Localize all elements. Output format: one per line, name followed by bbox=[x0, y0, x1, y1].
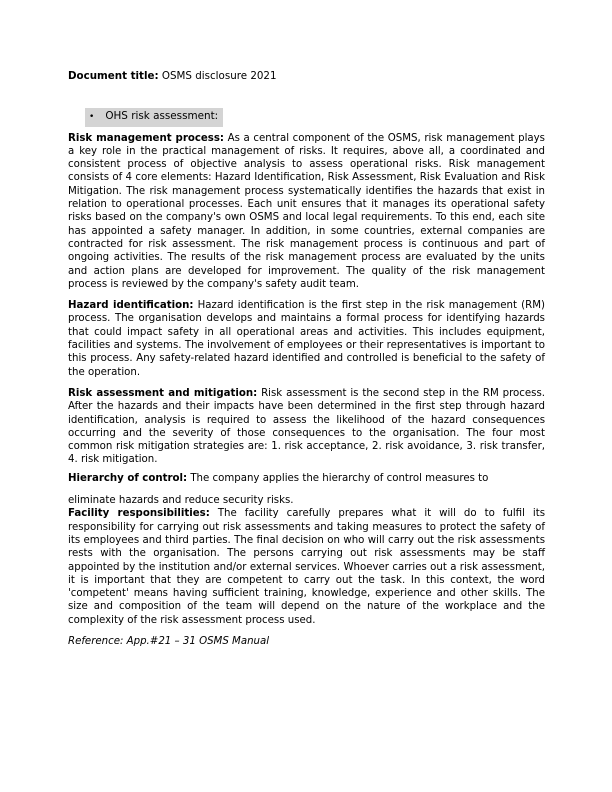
highlighted-text bbox=[85, 108, 223, 126]
document-title bbox=[68, 70, 545, 83]
paragraph-label: Hierarchy of control: bbox=[68, 472, 188, 484]
paragraph-hazard-identification bbox=[68, 299, 545, 379]
paragraph-label: Facility responsibilities: bbox=[68, 508, 210, 520]
document-title-value: OSMS disclosure 2021 bbox=[161, 70, 277, 82]
paragraph-text: Risk assessment is the second step in the RM process. After the hazards and their impacts have been determined in the first step through hazard identification, analysis is required to assess the likelihood of the hazard consequences occurring and the severity of those consequences to the organisation. The four most common risk mitigation strategies are: 1. risk acceptance, 2. risk avoidance, 3. risk transfer, 4. risk mitigation. bbox=[68, 387, 545, 466]
paragraph-risk-management-process bbox=[68, 132, 545, 292]
paragraph-text: Hazard identification is the first step in the risk management (RM) process. The organisation develops and maintains a formal process for identifying hazards that could impact safety in all operational areas and activities. This includes equipment, facilities and systems. The involvement of employees or their representatives is important to this process. Any safety-related hazard identified and controlled is beneficial to the safety of the operation. bbox=[68, 300, 545, 378]
bullet-icon: • bbox=[89, 112, 95, 123]
paragraph-risk-assessment-mitigation bbox=[68, 387, 545, 467]
bullet-label: OHS risk assessment: bbox=[105, 110, 219, 123]
paragraph-hierarchy-of-control bbox=[68, 472, 545, 508]
bullet-item bbox=[68, 108, 545, 126]
paragraph-text-continued: eliminate hazards and reduce security risks. bbox=[68, 495, 294, 507]
document-title-label: Document title: bbox=[68, 70, 159, 82]
paragraph-text: The facility carefully prepares what it will do to fulfil its responsibility for carrying out risk assessments and taking measures to protect the safety of its employees and third parties. The final decision on who will carry out the risk assessments rests with the organisation. The persons carrying out risk assessments may be staff appointed by the institution and/or external services. Whoever carries out a risk assessment, it is important that they are competent to carry out the task. In this context, the word 'competent' means having sufficient training, knowledge, experience and other skills. The size and composition of the team will depend on the nature of the workplace and the complexity of the risk assessment process used. bbox=[68, 508, 546, 626]
paragraph-text: The company applies the hierarchy of control measures to bbox=[190, 472, 489, 484]
paragraph-label: Risk management process: bbox=[68, 132, 224, 144]
paragraph-label: Risk assessment and mitigation: bbox=[68, 387, 258, 399]
paragraph-text: As a central component of the OSMS, risk management plays a key role in the practical management of risks. It requires, above all, a coordinated and consistent process of objective analysis to assess operational risks. Risk management consists of 4 core elements: Hazard Identification, Risk Assessment, Risk Evaluation and Risk Mitigation. The risk management process systematically identifies the hazards that exist in relation to operational processes. Each unit ensures that it manages its operational safety risks based on the company's own OSMS and local legal requirements. To this end, each site has appointed a safety manager. In addition, in some countries, external companies are contracted for risk assessment. The risk management process is continuous and part of ongoing activities. The results of the risk management process are evaluated by the units and action plans are developed for improvement. The quality of the risk management process is reviewed by the company's safety audit team. bbox=[68, 132, 545, 290]
reference-line: Reference: App.#21 – 31 OSMS Manual bbox=[68, 635, 270, 647]
paragraph-facility-responsibilities bbox=[68, 507, 545, 627]
paragraph-label: Hazard identification: bbox=[68, 300, 194, 312]
page-content bbox=[68, 70, 545, 648]
